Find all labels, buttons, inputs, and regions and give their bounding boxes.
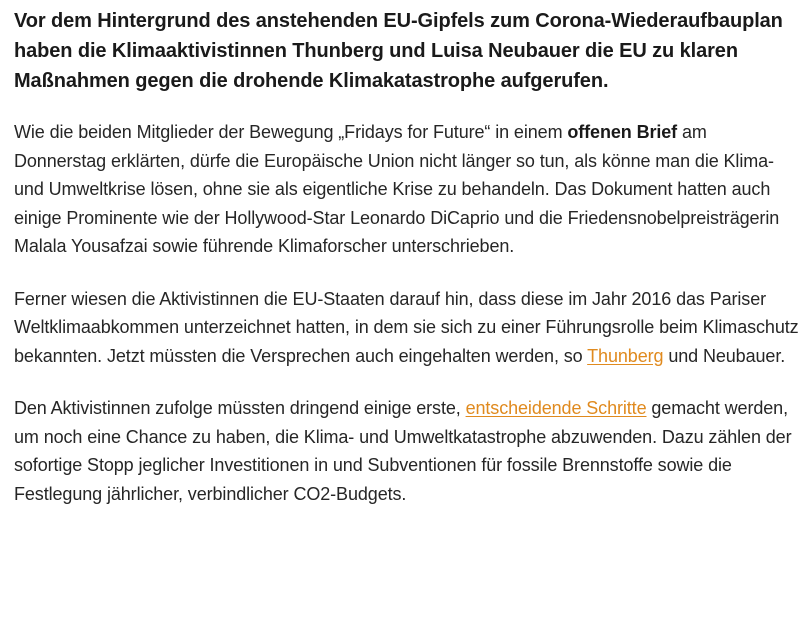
paragraph-first-steps: [14, 394, 799, 508]
paragraph-paris-agreement: [14, 285, 799, 371]
paragraph-text: gemacht werden, um noch eine Chance zu haben, die Klima- und Umweltkatastrophe abzuwenden. Dazu zählen der sofortige Stopp jeglicher Investitionen in und Subventionen für fossile Brennstoffe sowie die Festlegung jährlicher, verbindlicher CO2-Budgets.: [14, 398, 792, 504]
paragraph-open-letter: [14, 118, 799, 261]
article-lead: Vor dem Hintergrund des anstehenden EU-Gipfels zum Corona-Wiederaufbauplan haben die Klimaaktivistinnen Thunberg und Luisa Neubauer die EU zu klaren Maßnahmen gegen die drohende Klimakatastrophe aufgerufen.: [14, 10, 783, 92]
link-thunberg[interactable]: Thunberg: [587, 345, 664, 366]
link-decisive-steps[interactable]: entscheidende Schritte: [465, 398, 647, 418]
paragraph-text: Den Aktivistinnen zufolge müssten dringend einige erste,: [14, 398, 466, 418]
paragraph-text: und Neubauer.: [663, 345, 786, 366]
bold-phrase-open-letter: offenen Brief: [567, 122, 678, 142]
paragraph-text: Ferner wiesen die Aktivistinnen die EU-Staaten darauf hin, dass diese im Jahr 2016 das Pariser Weltklimaabkommen unterzeichnet hatten, in dem sie sich zu einer Führungsrolle beim Klimaschutz bekannten. Jetzt müssten die Versprechen auch eingehalten werden, so: [14, 288, 799, 366]
paragraph-text: am Donnerstag erklärten, dürfe die Europäische Union nicht länger so tun, als könne man die Klima- und Umweltkrise lösen, ohne sie als eigentliche Krise zu behandeln. Das Dokument hatten auch einige Prominente wie der Hollywood-Star Leonardo DiCaprio und die Friedensnobelpreisträgerin Malala Yousafzai sowie führende Klimaforscher unterschrieben.: [14, 122, 780, 256]
paragraph-text: Wie die beiden Mitglieder der Bewegung „Fridays for Future“ in einem: [14, 122, 568, 142]
